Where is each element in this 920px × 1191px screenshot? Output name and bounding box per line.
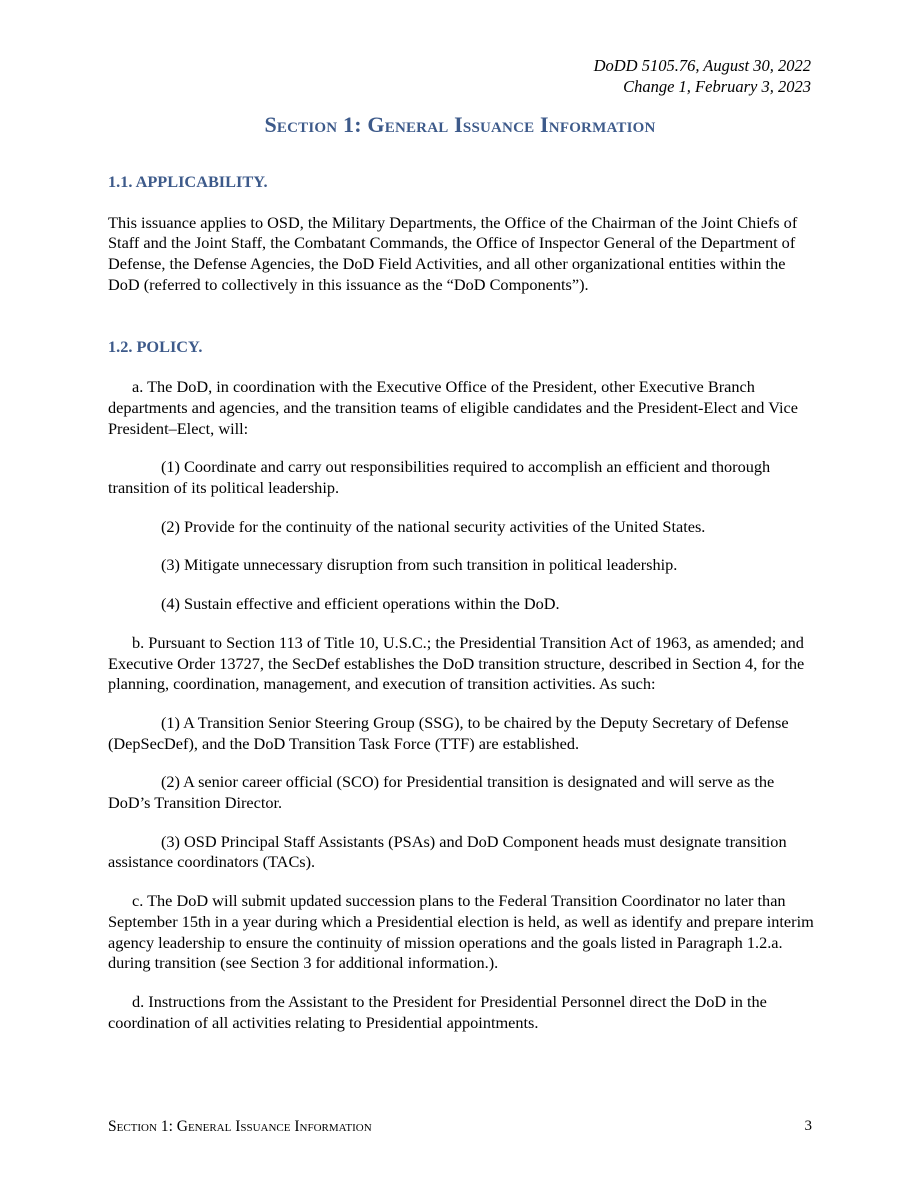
header-doc-id: DoDD 5105.76, August 30, 2022 — [593, 56, 811, 75]
applicability-heading: 1.1. APPLICABILITY. — [108, 172, 268, 191]
policy-para-a3: (3) Mitigate unnecessary disruption from such transition in political leadership. — [161, 555, 678, 575]
header-change: Change 1, February 3, 2023 — [623, 77, 811, 96]
policy-para-a4: (4) Sustain effective and efficient operations within the DoD. — [161, 594, 560, 614]
policy-heading: 1.2. POLICY. — [108, 336, 203, 356]
policy-para-b1: (1) A Transition Senior Steering Group (SSG), to be chaired by the Deputy Secretary of Defense (DepSecDef), and the DoD Transition Task Force (TTF) are established. — [108, 712, 789, 753]
policy-para-a1: (1) Coordinate and carry out responsibilities required to accomplish an efficient and thorough transition of its political leadership. — [108, 457, 771, 498]
policy-para-b3: (3) OSD Principal Staff Assistants (PSAs) and DoD Component heads must designate transition assistance coordinators (TACs). — [108, 831, 787, 872]
page-number: 3 — [804, 1118, 812, 1134]
document-header — [594, 55, 811, 97]
policy-para-b: b. Pursuant to Section 113 of Title 10, U.S.C.; the Presidential Transition Act of 1963, as amended; and Executive Order 13727, the SecDef establishes the DoD transition structure, described in Section 4, for the planning, coordination, management, and execution of transition activities. As such: — [108, 632, 805, 694]
policy-para-a: a. The DoD, in coordination with the Executive Office of the President, other Executive Branch departments and agencies, and the transition teams of eligible candidates and the President-Elect and Vice President–Elect, will: — [108, 377, 798, 438]
page-footer — [108, 1118, 812, 1136]
policy-para-b2: (2) A senior career official (SCO) for Presidential transition is designated and will serve as the DoD’s Transition Director. — [108, 772, 775, 813]
policy-para-d: d. Instructions from the Assistant to the President for Presidential Personnel direct the DoD in the coordination of all activities relating to Presidential appointments. — [108, 991, 767, 1032]
section-title: Section 1: General Issuance Information — [264, 112, 656, 137]
policy-para-a2: (2) Provide for the continuity of the national security activities of the United States. — [161, 516, 706, 536]
policy-para-c: c. The DoD will submit updated succession plans to the Federal Transition Coordinator no later than September 15th in a year during which a Presidential election is held, as well as identify and prepare interim agency leadership to ensure the continuity of mission operations and the goals listed in Paragraph 1.2.a. during transition (see Section 3 for additional information.). — [108, 891, 814, 973]
applicability-text: This issuance applies to OSD, the Military Departments, the Office of the Chairman of the Joint Chiefs of Staff and the Joint Staff, the Combatant Commands, the Office of Inspector General of the Department of Defense, the Defense Agencies, the DoD Field Activities, and all other organizational entities within the DoD (referred to collectively in this issuance as the “DoD Components”). — [108, 212, 798, 294]
document-body — [108, 172, 814, 1033]
footer-section-title: Section 1: General Issuance Information — [108, 1118, 372, 1135]
